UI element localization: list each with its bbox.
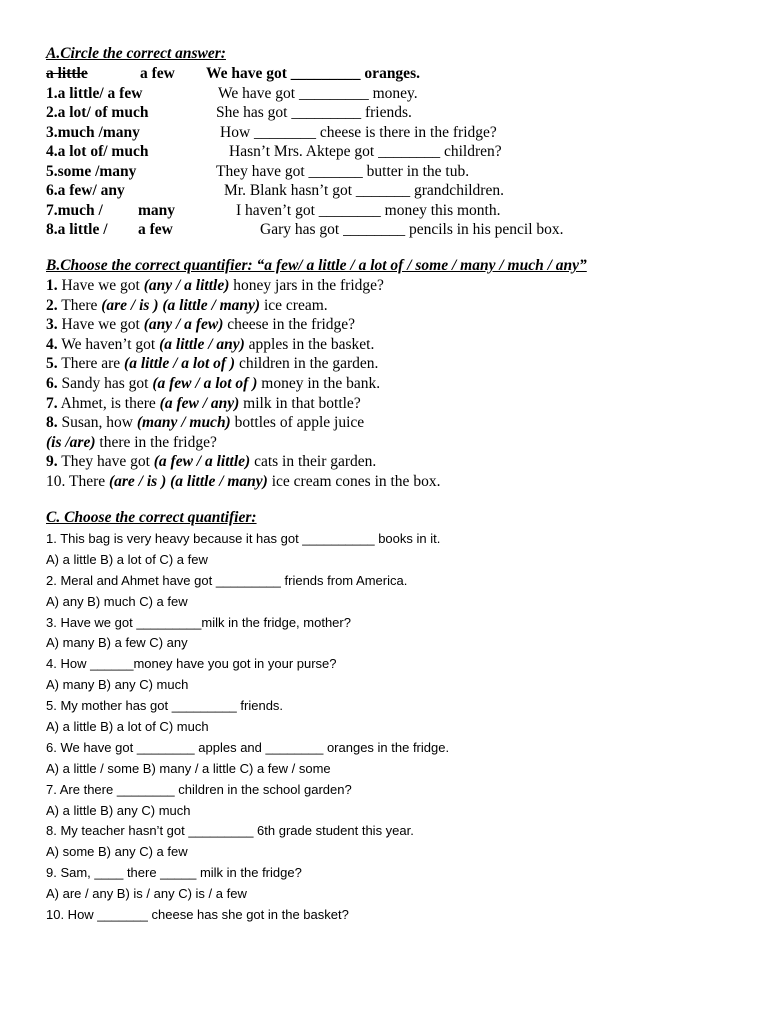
question-number: 10. <box>46 472 66 490</box>
question-number: 8. <box>46 414 58 432</box>
question-text: There are <box>57 355 125 373</box>
answer-options: A) a little / some B) many / a little C) a few / some <box>46 760 331 776</box>
item-option-2: many <box>138 201 176 219</box>
item-options: 6.a few/ any <box>46 182 125 199</box>
section-b-line <box>46 394 746 414</box>
section-b-line <box>46 472 746 492</box>
question-text: There <box>57 296 102 314</box>
quantifier-choice: (a little / any) <box>159 335 245 353</box>
section-a-item <box>46 85 746 105</box>
question-text: honey jars in the fridge? <box>229 277 384 294</box>
question-line: 10. How _______ cheese has she got in the basket? <box>46 907 349 923</box>
section-a-item <box>46 202 746 222</box>
quantifier-choice: (is /are) <box>46 433 96 451</box>
answer-options: A) a little B) a lot of C) a few <box>46 551 208 567</box>
question-line: 7. Are there ________ children in the school garden? <box>46 781 352 797</box>
section-b-line <box>46 433 746 453</box>
item-sentence: We have got _________ money. <box>218 84 418 102</box>
section-a-item <box>46 182 746 202</box>
question-line: 2. Meral and Ahmet have got _________ friends from America. <box>46 572 408 588</box>
question-line: 5. My mother has got _________ friends. <box>46 698 284 714</box>
question-text: money in the bank. <box>257 374 381 392</box>
quantifier-choice: (a few / a lot of ) <box>152 374 258 392</box>
question-text: children in the garden. <box>235 355 379 373</box>
item-sentence: How ________ cheese is there in the fridge? <box>220 123 497 141</box>
question-number: 5. <box>46 355 58 373</box>
answer-options: A) many B) any C) much <box>46 677 189 693</box>
section-a-item <box>46 124 746 144</box>
item-options: 8.a little / <box>46 221 108 238</box>
example-option-2: a few <box>140 65 175 82</box>
section-a-heading: A.Circle the correct answer: <box>46 45 226 62</box>
section-c-items <box>46 529 746 926</box>
quantifier-choice: (are / is ) <box>101 296 159 314</box>
answer-options: A) some B) any C) a few <box>46 844 188 860</box>
question-text: cats in their garden. <box>250 453 377 471</box>
question-line: 9. Sam, ____ there _____ milk in the fridge? <box>46 865 302 881</box>
section-b-line <box>46 413 746 433</box>
quantifier-choice: (are / is ) <box>108 472 167 490</box>
question-number: 7. <box>46 394 58 412</box>
section-b-line <box>46 374 746 394</box>
section-b-items <box>46 276 746 492</box>
quantifier-choice: (many / much) <box>136 414 231 432</box>
question-text: There <box>65 472 109 490</box>
section-b-line <box>46 276 746 296</box>
question-line: 1. This bag is very heavy because it has got __________ books in it. <box>46 531 441 546</box>
answer-options: A) any B) much C) a few <box>46 593 188 609</box>
question-text: We haven’t got <box>57 335 160 353</box>
section-b-line <box>46 296 746 316</box>
example-sentence: We have got _________ oranges. <box>206 65 420 82</box>
item-sentence: I haven’t got ________ money this month. <box>236 201 501 219</box>
question-number: 1. <box>46 277 58 294</box>
item-options: 1.a little/ a few <box>46 84 143 102</box>
question-text: Susan, how <box>57 414 137 432</box>
quantifier-choice: (a little / many) <box>162 296 261 314</box>
question-text: ice cream cones in the box. <box>267 472 441 490</box>
item-options: 2.a lot/ of much <box>46 104 149 121</box>
item-sentence: They have got _______ butter in the tub. <box>216 162 470 180</box>
section-b-line <box>46 452 746 472</box>
question-number: 4. <box>46 335 58 353</box>
question-number: 9. <box>46 453 58 471</box>
question-line: 6. We have got ________ apples and ________ oranges in the fridge. <box>46 739 450 755</box>
question-text: cheese in the fridge? <box>223 316 356 334</box>
section-a-item <box>46 104 746 124</box>
question-text: Sandy has got <box>57 374 153 392</box>
question-text: there in the fridge? <box>95 433 217 451</box>
section-b-heading: B.Choose the correct quantifier: “a few/ a little / a lot of / some / many / much / any” <box>46 257 587 274</box>
question-number: 6. <box>46 374 58 392</box>
answer-options: A) a little B) any C) much <box>46 802 191 818</box>
item-option-2: a few <box>138 221 173 238</box>
question-text: apples in the basket. <box>244 335 375 353</box>
item-options: 4.a lot of/ much <box>46 143 149 160</box>
item-options: 7.much / <box>46 201 103 219</box>
question-text: Have we got <box>57 277 144 294</box>
question-text: Have we got <box>57 316 144 334</box>
section-b-line <box>46 354 746 374</box>
section-a-item <box>46 221 746 241</box>
section-a-item <box>46 163 746 183</box>
item-options: 5.some /many <box>46 162 137 180</box>
quantifier-choice: (any / a few) <box>143 316 224 334</box>
answer-options: A) a little B) a lot of C) much <box>46 719 209 735</box>
question-text: Ahmet, is there <box>57 394 160 412</box>
item-sentence: Gary has got ________ pencils in his pencil box. <box>260 221 564 238</box>
section-b-line <box>46 315 746 335</box>
section-a-example-row <box>46 65 746 85</box>
section-c-heading: C. Choose the correct quantifier: <box>46 509 257 526</box>
item-sentence: She has got _________ friends. <box>216 104 412 121</box>
quantifier-choice: (a little / many) <box>170 472 268 490</box>
quantifier-choice: (a few / any) <box>159 394 240 412</box>
question-line: 3. Have we got _________milk in the fridge, mother? <box>46 614 351 630</box>
quantifier-choice: (a little / a lot of ) <box>124 355 236 373</box>
question-line: 4. How ______money have you got in your purse? <box>46 656 337 672</box>
question-text: milk in that bottle? <box>239 394 361 412</box>
item-sentence: Hasn’t Mrs. Aktepe got ________ children? <box>229 143 502 160</box>
example-option-1: a little <box>46 65 88 82</box>
question-text: They have got <box>57 453 154 471</box>
answer-options: A) are / any B) is / any C) is / a few <box>46 886 247 902</box>
answer-options: A) many B) a few C) any <box>46 635 188 651</box>
question-text: ice cream. <box>260 296 328 314</box>
question-number: 2. <box>46 296 58 314</box>
quantifier-choice: (any / a little) <box>143 277 230 294</box>
question-number: 3. <box>46 316 58 334</box>
item-sentence: Mr. Blank hasn’t got _______ grandchildren. <box>224 182 504 199</box>
quantifier-choice: (a few / a little) <box>153 453 251 471</box>
section-a-item <box>46 143 746 163</box>
question-text: bottles of apple juice <box>230 414 365 432</box>
question-line: 8. My teacher hasn’t got _________ 6th grade student this year. <box>46 823 414 839</box>
section-b-line <box>46 335 746 355</box>
item-options: 3.much /many <box>46 123 140 141</box>
